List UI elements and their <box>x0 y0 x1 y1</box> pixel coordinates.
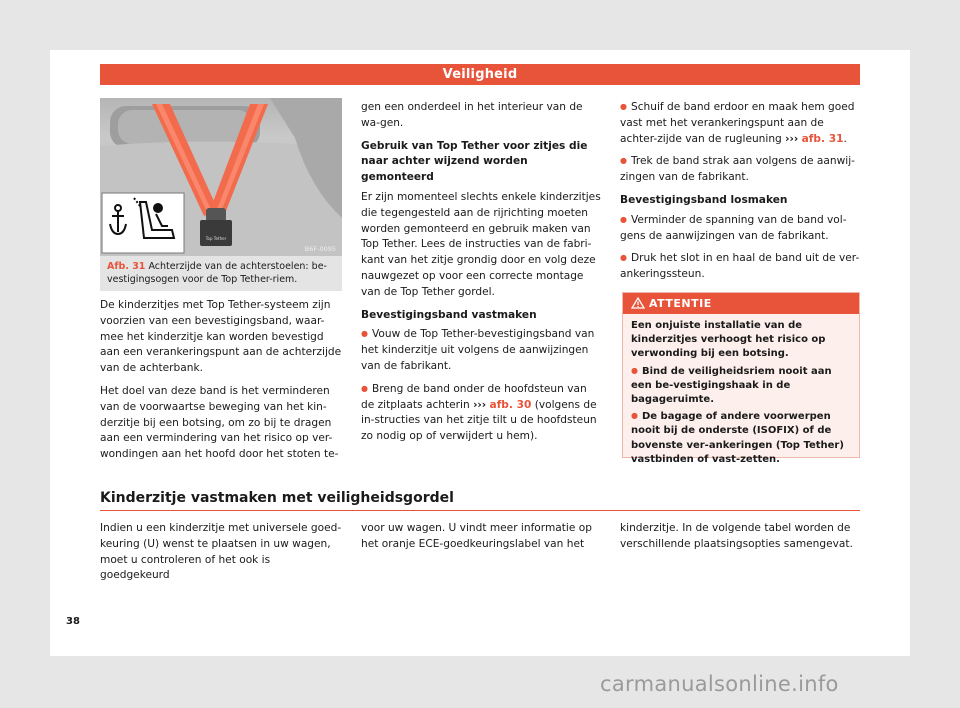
list-item <box>620 251 862 283</box>
seat-illustration <box>100 98 342 256</box>
warning-intro: Een onjuiste installatie van de kinderzitjes verhoogt het risico op verwonding bij een botsing. <box>631 320 826 360</box>
section-column-1 <box>100 521 342 591</box>
paragraph: voor uw wagen. U vindt meer informatie op het oranje ECE-goedkeuringslabel van het <box>361 522 592 550</box>
tag-label: Top Tether <box>205 236 227 241</box>
figure-label: Afb. 31 <box>107 261 146 272</box>
paragraph: Er zijn momenteel slechts enkele kinderzitjes die tegengesteld aan de rijrichting moeten worden gemonteerd en gebruik maken van Top Tether. Lees de instructies van de fabri-kant van het zitje grondig door en volg deze nauwgezet op voor een correcte montage van de Top Tether gordel. <box>361 190 601 298</box>
warning-title: ATTENTIE <box>649 297 712 310</box>
list-item-text: Breng de band onder de hoofdsteun van de zitplaats achterin <box>361 382 587 411</box>
column-2 <box>361 100 603 452</box>
subheading: Gebruik van Top Tether voor zitjes die naar achter wijzend worden gemonteerd <box>361 139 588 184</box>
list-item <box>620 213 862 245</box>
page-header: Veiligheid <box>100 64 860 85</box>
warning-triangle-icon <box>631 297 645 309</box>
list-item-text: Verminder de spanning van de band vol-gens de aanwijzingen van de fabrikant. <box>620 213 847 242</box>
warning-box <box>622 292 860 465</box>
figure-image <box>100 98 342 256</box>
list-item-text: (volgens de in-structies van het zitje tilt u de hoofdsteun zo nodig op of verwijdert u hem). <box>361 398 597 443</box>
list-item-text: De bagage of andere voorwerpen nooit bij de onderste (ISOFIX) of de bovenste ver-ankeringen (Top Tether) vastbinden of vast-zetten. <box>631 411 844 465</box>
section-title: Kinderzitje vastmaken met veiligheidsgordel <box>100 489 860 511</box>
list-item <box>631 410 851 467</box>
paragraph: gen een onderdeel in het interieur van de wa-gen. <box>361 101 583 129</box>
tether-hook <box>206 208 226 222</box>
warning-body <box>623 314 859 475</box>
list-item-text: . <box>843 132 847 145</box>
watermark: carmanualsonline.info <box>600 672 839 696</box>
ref-arrows: ››› <box>473 398 487 411</box>
paragraph: kinderzitje. In de volgende tabel worden de verschillende plaatsingsopties samengevat. <box>620 522 853 550</box>
list-item <box>361 327 603 374</box>
section-column-3 <box>620 521 862 560</box>
figure-code: B6F-0095 <box>304 245 336 253</box>
section-column-2 <box>361 521 603 560</box>
figure-ref-link[interactable]: afb. 31 <box>801 132 844 145</box>
column-3 <box>620 100 862 290</box>
figure-caption <box>100 256 342 291</box>
paragraph: Het doel van deze band is het verminderen van de voorwaartse beweging van het kin-derzitje bij een botsing, om zo bij te dragen aan een vermindering van het risico op ver-wondingen aan het hoofd door het stoten te- <box>100 384 339 461</box>
top-tether-tag <box>200 220 232 246</box>
figure-ref-link[interactable]: afb. 30 <box>489 398 532 411</box>
list-item <box>361 382 603 445</box>
list-item-text: Vouw de Top Tether-bevestigingsband van het kinderzitje uit volgens de aanwijzingen van de fabrikant. <box>361 328 595 372</box>
list-item <box>620 154 862 186</box>
list-item-text: Bind de veiligheidsriem nooit aan een be-vestigingshaak in de bagageruimte. <box>631 365 832 406</box>
list-item <box>620 100 862 147</box>
list-item-text: Trek de band strak aan volgens de aanwij-zingen van de fabrikant. <box>620 155 855 184</box>
warning-header <box>623 293 859 314</box>
ref-arrows: ››› <box>785 132 799 145</box>
list-item-text: Schuif de band erdoor en maak hem goed vast met het verankeringspunt aan de achter-zijde van de rugleuning <box>620 101 855 145</box>
paragraph: De kinderzitjes met Top Tether-systeem zijn voorzien van een bevestigingsband, waar-mee het kinderzitje kan worden bevestigd aan een verankeringspunt aan de achterzijde van de achterbank. <box>100 299 342 375</box>
subheading: Bevestigingsband vastmaken <box>361 308 537 321</box>
column-1 <box>100 298 342 470</box>
paragraph: Indien u een kinderzitje met universele goed-keuring (U) wenst te plaatsen in uw wagen, moet u controleren of het ook is goedgekeurd <box>100 522 342 582</box>
page-number: 38 <box>66 616 80 627</box>
subheading: Bevestigingsband losmaken <box>620 193 788 206</box>
list-item-text: Druk het slot in en haal de band uit de ver-ankeringssteun. <box>620 252 860 281</box>
figure-caption-text: Achterzijde van de achterstoelen: be-vestigingsogen voor de Top Tether-riem. <box>107 261 327 285</box>
list-item <box>631 365 851 408</box>
